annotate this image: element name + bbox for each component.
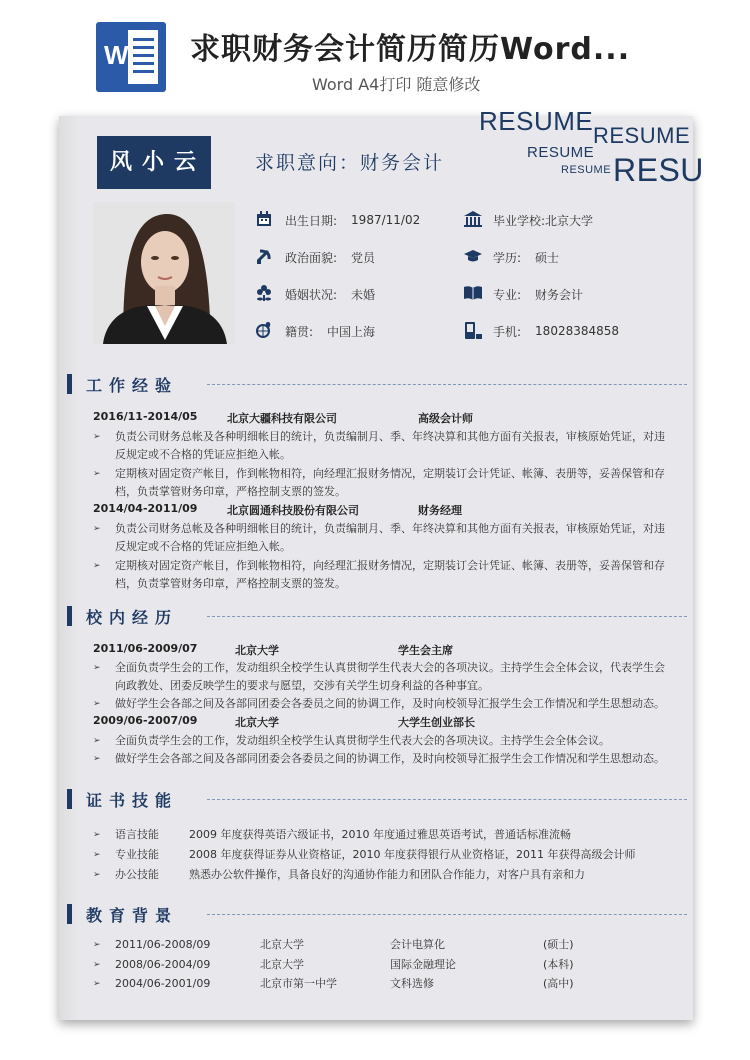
- education-degree: (高中): [543, 977, 574, 990]
- section-work-experience: [67, 374, 178, 394]
- job-duty: ➢ 定期核对固定资产帐目，作到帐物相符，向经理汇报财务情况，定期装订会计凭证、帐簿、表册等，妥善保管和存档，负责掌管财务印章，严格控制支票的签发。: [93, 465, 673, 501]
- info-native-place: [255, 321, 375, 341]
- resume-deco-word: RESUME: [479, 106, 594, 136]
- document-title: 求职财务会计简历简历Word...: [190, 32, 631, 67]
- info-label: 学历:: [493, 250, 522, 265]
- job-company: 北京大疆科技有限公司: [227, 412, 337, 425]
- candidate-photo: [93, 202, 235, 344]
- candidate-name: 风小云: [97, 136, 211, 189]
- section-title: 校内经历: [86, 607, 179, 627]
- section-title: 教育背景: [86, 905, 179, 925]
- education-degree: (硕士): [543, 938, 574, 951]
- info-label: 籍贯:: [285, 324, 314, 339]
- section-divider: [207, 799, 687, 800]
- party-emblem-icon: [255, 247, 275, 267]
- skill-name: 办公技能: [115, 868, 159, 881]
- campus-org: 北京大学: [235, 716, 279, 729]
- book-icon: [463, 284, 483, 304]
- word-icon-letter: W: [104, 40, 129, 70]
- job-role: 财务经理: [418, 504, 462, 517]
- job-date: 2016/11-2014/05: [93, 410, 198, 423]
- campus-duty: ➢ 做好学生会各部之间及各部同团委会各委员之间的协调工作，及时向校领导汇报学生会工作情况和学生思想动态。: [93, 695, 673, 713]
- portrait-image: [93, 202, 235, 344]
- info-value: 未婚: [351, 287, 376, 302]
- job-duty: ➢ 定期核对固定资产帐目，作到帐物相符，向经理汇报财务情况，定期装订会计凭证、帐簿、表册等，妥善保管和存档，负责掌管财务印章，严格控制支票的签发。: [93, 557, 673, 593]
- section-bar: [67, 606, 72, 626]
- job-company: 北京圆通科技股份有限公司: [227, 504, 359, 517]
- location-globe-icon: [255, 321, 275, 341]
- info-value: 财务会计: [535, 287, 584, 302]
- calendar-icon: [255, 210, 275, 230]
- sheet-shade: [59, 116, 79, 1020]
- info-birthdate: [255, 210, 420, 230]
- document-subtitle: Word A4打印 随意修改: [312, 75, 481, 94]
- info-value: 1987/11/02: [351, 213, 421, 227]
- job-role: 高级会计师: [418, 412, 473, 425]
- job-date: 2014/04-2011/09: [93, 502, 198, 515]
- info-label: 婚姻状况:: [285, 287, 338, 302]
- education-school: 北京大学: [260, 938, 304, 951]
- section-certificates-skills: [67, 789, 178, 809]
- campus-org: 北京大学: [235, 644, 279, 657]
- resume-sheet: [59, 106, 704, 1020]
- education-major: 会计电算化: [390, 938, 445, 951]
- info-political-status: [255, 247, 375, 267]
- section-divider: [207, 914, 687, 915]
- education-degree: (本科): [543, 958, 574, 971]
- campus-role: 学生会主席: [398, 644, 453, 657]
- skill-detail: 2009 年度获得英语六级证书，2010 年度通过雅思英语考试，普通话标准流畅: [189, 828, 571, 841]
- campus-duty: ➢ 全面负责学生会的工作，发动组织全校学生认真贯彻学生代表大会的各项决议。主持学生会全体会议，代表学生会向政教处、团委反映学生的要求与愿望，交涉有关学生切身利益的各种事宜。: [93, 659, 673, 695]
- info-value: 硕士: [535, 250, 560, 265]
- job-duty: ➢ 负责公司财务总帐及各种明细帐目的统计，负责编制月、季、年终决算和其他方面有关报表，审核原始凭证，对违反规定或不合格的凭证应拒绝入帐。: [93, 428, 673, 464]
- resume-deco-word: RESUME: [527, 144, 595, 161]
- skill-detail: 2008 年度获得证券从业资格证，2010 年度获得银行从业资格证，2011 年获得高级会计师: [189, 848, 636, 861]
- section-title: 证书技能: [86, 790, 179, 810]
- flower-icon: [255, 284, 275, 304]
- campus-date: 2009/06-2007/09: [93, 714, 198, 727]
- education-school: 北京市第一中学: [260, 977, 337, 990]
- skill-detail: 熟悉办公软件操作，具备良好的沟通协作能力和团队合作能力，对客户具有亲和力: [189, 868, 585, 881]
- campus-role: 大学生创业部长: [398, 716, 475, 729]
- graduation-cap-icon: [463, 247, 483, 267]
- info-school: [463, 210, 593, 230]
- education-major: 文科选修: [390, 977, 434, 990]
- info-degree: [463, 247, 559, 267]
- section-bar: [67, 374, 72, 394]
- section-divider: [207, 384, 687, 385]
- resume-deco-word: RESUME: [561, 164, 612, 176]
- section-divider: [207, 616, 687, 617]
- section-education: [67, 904, 178, 924]
- info-label: 毕业学校:: [493, 213, 546, 228]
- info-phone: [463, 321, 619, 341]
- education-date: 2008/06-2004/09: [115, 958, 211, 971]
- info-label: 手机:: [493, 324, 522, 339]
- info-major: [463, 284, 583, 304]
- info-value: 北京大学: [545, 213, 594, 228]
- education-date: 2011/06-2008/09: [115, 938, 211, 951]
- skill-name: 语言技能: [115, 828, 159, 841]
- job-duty: ➢ 负责公司财务总帐及各种明细帐目的统计，负责编制月、季、年终决算和其他方面有关报表，审核原始凭证，对违反规定或不合格的凭证应拒绝入帐。: [93, 520, 673, 556]
- info-label: 专业:: [493, 287, 522, 302]
- section-title: 工作经验: [86, 375, 179, 395]
- section-bar: [67, 904, 72, 924]
- phone-icon: [463, 321, 483, 341]
- document-header: [0, 0, 750, 100]
- resume-deco-word: RESU: [613, 152, 704, 188]
- resume-deco-word: RESUME: [593, 123, 691, 148]
- campus-duty: ➢ 全面负责学生会的工作，发动组织全校学生认真贯彻学生代表大会的各项决议。主持学生会全体会议。: [93, 732, 673, 750]
- info-label: 政治面貌:: [285, 250, 338, 265]
- job-objective: 求职意向：财务会计: [255, 152, 445, 174]
- section-campus-experience: [67, 606, 178, 626]
- info-marital-status: [255, 284, 375, 304]
- info-value: 18028384858: [535, 324, 620, 338]
- info-label: 出生日期:: [285, 213, 338, 228]
- education-date: 2004/06-2001/09: [115, 977, 211, 990]
- campus-date: 2011/06-2009/07: [93, 642, 198, 655]
- info-value: 中国上海: [327, 324, 376, 339]
- school-building-icon: [463, 210, 483, 230]
- section-bar: [67, 789, 72, 809]
- word-document-icon: [96, 22, 166, 92]
- education-major: 国际金融理论: [390, 958, 456, 971]
- info-value: 党员: [351, 250, 376, 265]
- campus-duty: ➢ 做好学生会各部之间及各部同团委会各委员之间的协调工作，及时向校领导汇报学生会工作情况和学生思想动态。: [93, 750, 673, 768]
- education-school: 北京大学: [260, 958, 304, 971]
- skill-name: 专业技能: [115, 848, 159, 861]
